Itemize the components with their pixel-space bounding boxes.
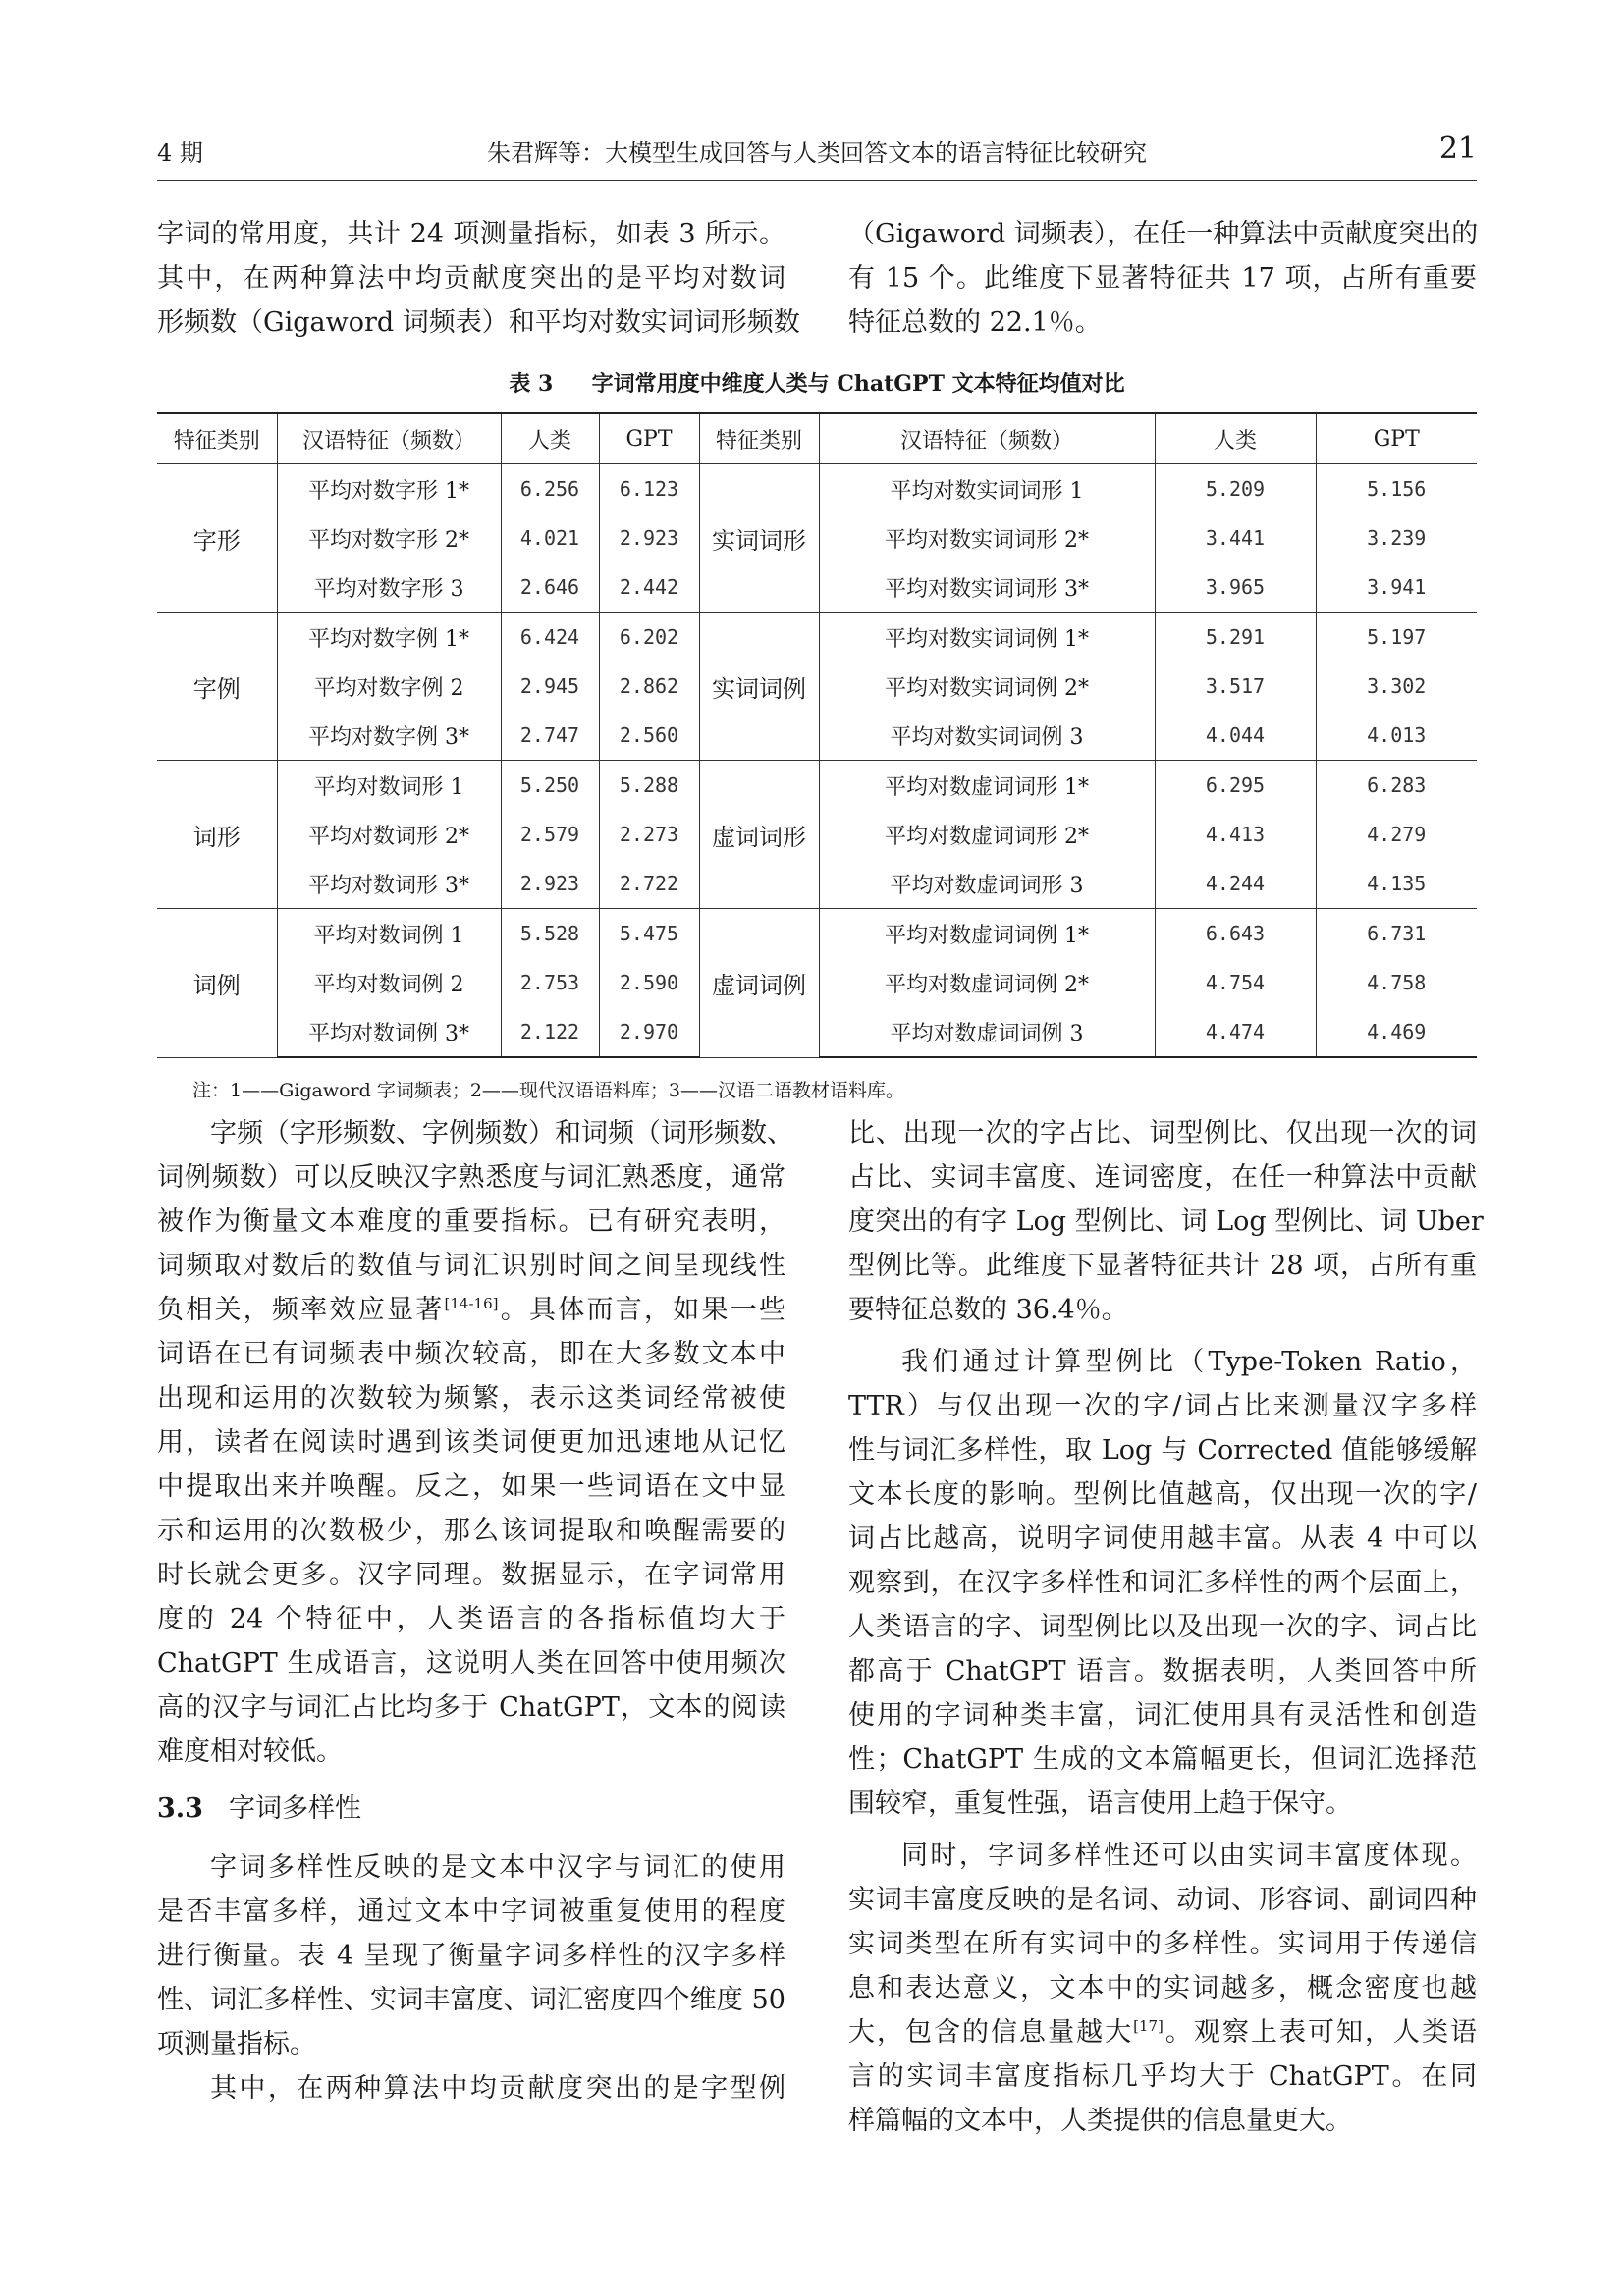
- text-line: 要特征总数的 36.4％。: [848, 1295, 1128, 1325]
- human-value-cell: 3.965: [1155, 562, 1316, 613]
- text-line: 词例频数）可以反映汉字熟悉度与词汇熟悉度，通常: [157, 1162, 785, 1193]
- human-value-cell: 5.250: [501, 761, 599, 811]
- text-line: 都高于 ChatGPT 语言。数据表明，人类回答中所: [848, 1656, 1477, 1686]
- text-line: 特征总数的 22.1％。: [848, 307, 1102, 338]
- human-value-cell: 2.753: [501, 958, 599, 1007]
- human-value-cell: 2.923: [501, 859, 599, 909]
- text-line: 中提取出来并唤醒。反之，如果一些词语在文中显: [157, 1471, 785, 1502]
- gpt-value-cell: 6.283: [1316, 761, 1477, 811]
- text-line: [848, 2010, 1477, 2055]
- feature-cell: 平均对数字例 1*: [277, 613, 501, 663]
- feature-cell: 平均对数实词词例 1*: [819, 613, 1155, 663]
- text-line: 出现和运用的次数较为频繁，表示这类词经常被使: [157, 1383, 785, 1414]
- human-value-cell: 4.413: [1155, 810, 1316, 859]
- text-line: 示和运用的次数极少，那么该词提取和唤醒需要的: [157, 1516, 785, 1546]
- feature-cell: 平均对数虚词词形 3: [819, 859, 1155, 909]
- feature-cell: 平均对数字形 1*: [277, 464, 501, 514]
- column-header: GPT: [1316, 413, 1477, 464]
- human-value-cell: 4.244: [1155, 859, 1316, 909]
- issue-label: 4 期: [157, 139, 203, 167]
- text-line: 字词的常用度，共计 24 项测量指标，如表 3 所示。: [157, 219, 785, 249]
- page-number: 21: [1438, 132, 1477, 166]
- gpt-value-cell: 6.202: [599, 613, 699, 663]
- text-line: 文本长度的影响。型例比值越高，仅出现一次的字/: [848, 1479, 1477, 1510]
- gpt-value-cell: 5.288: [599, 761, 699, 811]
- right-paragraph: [848, 1111, 1484, 2143]
- feature-cell: 平均对数词例 3*: [277, 1007, 501, 1057]
- text-line: 同时，字词多样性还可以由实词丰富度体现。: [901, 1841, 1477, 1871]
- text-line: 进行衡量。表 4 呈现了衡量字词多样性的汉字多样: [157, 1941, 785, 1971]
- gpt-value-cell: 2.442: [599, 562, 699, 613]
- feature-cell: 平均对数虚词词形 1*: [819, 761, 1155, 811]
- feature-cell: 平均对数字例 2: [277, 662, 501, 711]
- text-line: 用，读者在阅读时遇到该类词便更加迅速地从记忆: [157, 1427, 785, 1458]
- gpt-value-cell: 2.722: [599, 859, 699, 909]
- category-cell: 字例: [157, 613, 277, 761]
- section-paragraph: [157, 1845, 785, 2110]
- text-line: 人类语言的字、词型例比以及出现一次的字、词占比: [848, 1612, 1477, 1642]
- feature-cell: 平均对数实词词形 3*: [819, 562, 1155, 613]
- feature-cell: 平均对数虚词词例 2*: [819, 958, 1155, 1007]
- top-right-paragraph: [848, 212, 1477, 345]
- text-line: 其中，在两种算法中均贡献度突出的是字型例: [210, 2073, 785, 2104]
- gpt-value-cell: 3.941: [1316, 562, 1477, 613]
- feature-cell: 平均对数词形 3*: [277, 859, 501, 909]
- human-value-cell: 5.291: [1155, 613, 1316, 663]
- text-line: 实词丰富度反映的是名词、动词、形容词、副词四种: [848, 1885, 1477, 1915]
- text-line: 项测量指标。: [157, 2029, 316, 2059]
- text-line: 实词类型在所有实词中的多样性。实词用于传递信: [848, 1929, 1477, 1959]
- section-title: 字词多样性: [228, 1793, 361, 1824]
- top-left-paragraph: [157, 212, 800, 345]
- gpt-value-cell: 2.923: [599, 513, 699, 562]
- human-value-cell: 3.441: [1155, 513, 1316, 562]
- feature-cell: 平均对数字形 2*: [277, 513, 501, 562]
- feature-cell: 平均对数实词词形 1: [819, 464, 1155, 514]
- text-line: TTR）与仅出现一次的字/词占比来测量汉字多样: [848, 1391, 1477, 1421]
- column-header: 特征类别: [699, 413, 819, 464]
- column-header: 汉语特征（频数）: [819, 413, 1155, 464]
- feature-cell: 平均对数实词词例 2*: [819, 662, 1155, 711]
- citation: [17]: [1133, 2017, 1164, 2035]
- text-line: 形频数（Gigaword 词频表）和平均对数实词词形频数: [157, 307, 800, 338]
- gpt-value-cell: 5.156: [1316, 464, 1477, 514]
- table-header-row: [157, 413, 1477, 464]
- column-header: 人类: [501, 413, 599, 464]
- column-header: GPT: [599, 413, 699, 464]
- human-value-cell: 4.021: [501, 513, 599, 562]
- human-value-cell: 6.295: [1155, 761, 1316, 811]
- table-number: 表 3: [509, 371, 554, 397]
- text-line: 其中，在两种算法中均贡献度突出的是平均对数词: [157, 263, 785, 294]
- running-title: 朱君辉等：大模型生成回答与人类回答文本的语言特征比较研究: [487, 139, 1147, 167]
- text-fragment: 。观察上表可知，人类语: [1163, 2017, 1478, 2048]
- feature-cell: 平均对数虚词词例 1*: [819, 909, 1155, 959]
- text-line: 字频（字形频数、字例频数）和词频（词形频数、: [210, 1118, 793, 1148]
- gpt-value-cell: 3.239: [1316, 513, 1477, 562]
- text-line: [157, 1288, 785, 1332]
- human-value-cell: 6.643: [1155, 909, 1316, 959]
- gpt-value-cell: 5.197: [1316, 613, 1477, 663]
- text-line: 词占比越高，说明字词使用越丰富。从表 4 中可以: [848, 1523, 1477, 1554]
- gpt-value-cell: 6.731: [1316, 909, 1477, 959]
- text-line: 时长就会更多。汉字同理。数据显示，在字词常用: [157, 1560, 785, 1590]
- table-body: [157, 464, 1477, 1058]
- gpt-value-cell: 4.013: [1316, 711, 1477, 761]
- comparison-table: [157, 412, 1477, 1058]
- human-value-cell: 5.209: [1155, 464, 1316, 514]
- left-paragraph: [157, 1111, 793, 1774]
- text-line: 我们通过计算型例比（Type-Token Ratio，: [901, 1347, 1477, 1377]
- text-line: 性与词汇多样性，取 Log 与 Corrected 值能够缓解: [848, 1435, 1477, 1466]
- table-title: 字词常用度中维度人类与 ChatGPT 文本特征均值对比: [591, 371, 1125, 397]
- human-value-cell: 4.754: [1155, 958, 1316, 1007]
- gpt-value-cell: 4.279: [1316, 810, 1477, 859]
- table-row: [157, 909, 1477, 959]
- text-fragment: 。具体而言，如果一些: [498, 1295, 786, 1325]
- human-value-cell: 6.256: [501, 464, 599, 514]
- human-value-cell: 6.424: [501, 613, 599, 663]
- category-cell: 实词词形: [699, 464, 819, 613]
- feature-cell: 平均对数词形 1: [277, 761, 501, 811]
- column-header: 特征类别: [157, 413, 277, 464]
- text-line: 使用的字词种类丰富，词汇使用具有灵活性和创造: [848, 1700, 1477, 1731]
- gpt-value-cell: 3.302: [1316, 662, 1477, 711]
- text-line: 息和表达意义，文本中的实词越多，概念密度也越: [848, 1973, 1477, 2003]
- text-line: （Gigaword 词频表），在任一种算法中贡献度突出的: [848, 219, 1479, 249]
- text-line: 被作为衡量文本难度的重要指标。已有研究表明，: [157, 1206, 785, 1237]
- human-value-cell: 4.044: [1155, 711, 1316, 761]
- human-value-cell: 2.945: [501, 662, 599, 711]
- text-line: 度的 24 个特征中，人类语言的各指标值均大于: [157, 1604, 785, 1634]
- human-value-cell: 2.747: [501, 711, 599, 761]
- text-line: 词频取对数后的数值与词汇识别时间之间呈现线性: [157, 1251, 785, 1281]
- gpt-value-cell: 5.475: [599, 909, 699, 959]
- section-number: 3.3: [157, 1793, 203, 1824]
- text-line: 有 15 个。此维度下显著特征共 17 项，占所有重要: [848, 263, 1477, 294]
- gpt-value-cell: 2.560: [599, 711, 699, 761]
- running-header: [157, 133, 1477, 173]
- table-row: [157, 464, 1477, 514]
- human-value-cell: 3.517: [1155, 662, 1316, 711]
- gpt-value-cell: 4.758: [1316, 958, 1477, 1007]
- category-cell: 虚词词例: [699, 909, 819, 1058]
- text-line: ChatGPT 生成语言，这说明人类在回答中使用频次: [157, 1648, 785, 1679]
- column-header: 汉语特征（频数）: [277, 413, 501, 464]
- category-cell: 虚词词形: [699, 761, 819, 909]
- human-value-cell: 4.474: [1155, 1007, 1316, 1057]
- text-line: 性；ChatGPT 生成的文本篇幅更长，但词汇选择范: [848, 1744, 1477, 1775]
- feature-cell: 平均对数词例 1: [277, 909, 501, 959]
- gpt-value-cell: 2.970: [599, 1007, 699, 1057]
- text-line: 样篇幅的文本中，人类提供的信息量更大。: [848, 2106, 1352, 2136]
- category-cell: 字形: [157, 464, 277, 613]
- feature-cell: 平均对数词例 2: [277, 958, 501, 1007]
- category-cell: 词例: [157, 909, 277, 1058]
- human-value-cell: 2.646: [501, 562, 599, 613]
- citation: [14-16]: [444, 1295, 499, 1312]
- text-fragment: 大，包含的信息量越大: [848, 2017, 1134, 2048]
- column-header: 人类: [1155, 413, 1316, 464]
- feature-cell: 平均对数虚词词形 2*: [819, 810, 1155, 859]
- table-note: 注：1——Gigaword 字词频表；2——现代汉语语料库；3——汉语二语教材语料库。: [192, 1080, 904, 1101]
- section-heading: [157, 1787, 361, 1825]
- table-row: [157, 613, 1477, 663]
- text-line: 占比、实词丰富度、连词密度，在任一种算法中贡献: [848, 1162, 1477, 1193]
- text-line: 围较窄，重复性强，语言使用上趋于保守。: [848, 1789, 1352, 1819]
- text-line: 观察到，在汉字多样性和词汇多样性的两个层面上，: [848, 1568, 1477, 1598]
- text-line: 比、出现一次的字占比、词型例比、仅出现一次的词: [848, 1118, 1477, 1148]
- text-line: 型例比等。此维度下显著特征共计 28 项，占所有重: [848, 1251, 1477, 1281]
- feature-cell: 平均对数字例 3*: [277, 711, 501, 761]
- gpt-value-cell: 2.862: [599, 662, 699, 711]
- human-value-cell: 2.579: [501, 810, 599, 859]
- text-line: 词语在已有词频表中频次较高，即在大多数文本中: [157, 1339, 785, 1369]
- text-line: 性、词汇多样性、实词丰富度、词汇密度四个维度 50: [157, 1985, 785, 2015]
- table-row: [157, 761, 1477, 811]
- table-caption: [157, 367, 1477, 398]
- feature-cell: 平均对数实词词形 2*: [819, 513, 1155, 562]
- feature-cell: 平均对数实词词例 3: [819, 711, 1155, 761]
- text-line: 难度相对较低。: [157, 1736, 343, 1767]
- text-fragment: 负相关，频率效应显著: [157, 1295, 445, 1325]
- feature-cell: 平均对数字形 3: [277, 562, 501, 613]
- human-value-cell: 5.528: [501, 909, 599, 959]
- text-line: 是否丰富多样，通过文本中字词被重复使用的程度: [157, 1896, 785, 1927]
- text-line: 高的汉字与词汇占比均多于 ChatGPT，文本的阅读: [157, 1692, 785, 1723]
- category-cell: 实词词例: [699, 613, 819, 761]
- gpt-value-cell: 6.123: [599, 464, 699, 514]
- gpt-value-cell: 2.273: [599, 810, 699, 859]
- gpt-value-cell: 4.135: [1316, 859, 1477, 909]
- gpt-value-cell: 4.469: [1316, 1007, 1477, 1057]
- text-line: 字词多样性反映的是文本中汉字与词汇的使用: [210, 1852, 785, 1883]
- text-line: 度突出的有字 Log 型例比、词 Log 型例比、词 Uber: [848, 1206, 1484, 1237]
- feature-cell: 平均对数词形 2*: [277, 810, 501, 859]
- header-rule: [157, 180, 1477, 181]
- category-cell: 词形: [157, 761, 277, 909]
- human-value-cell: 2.122: [501, 1007, 599, 1057]
- feature-cell: 平均对数虚词词例 3: [819, 1007, 1155, 1057]
- gpt-value-cell: 2.590: [599, 958, 699, 1007]
- text-line: 言的实词丰富度指标几乎均大于 ChatGPT。在同: [848, 2061, 1477, 2092]
